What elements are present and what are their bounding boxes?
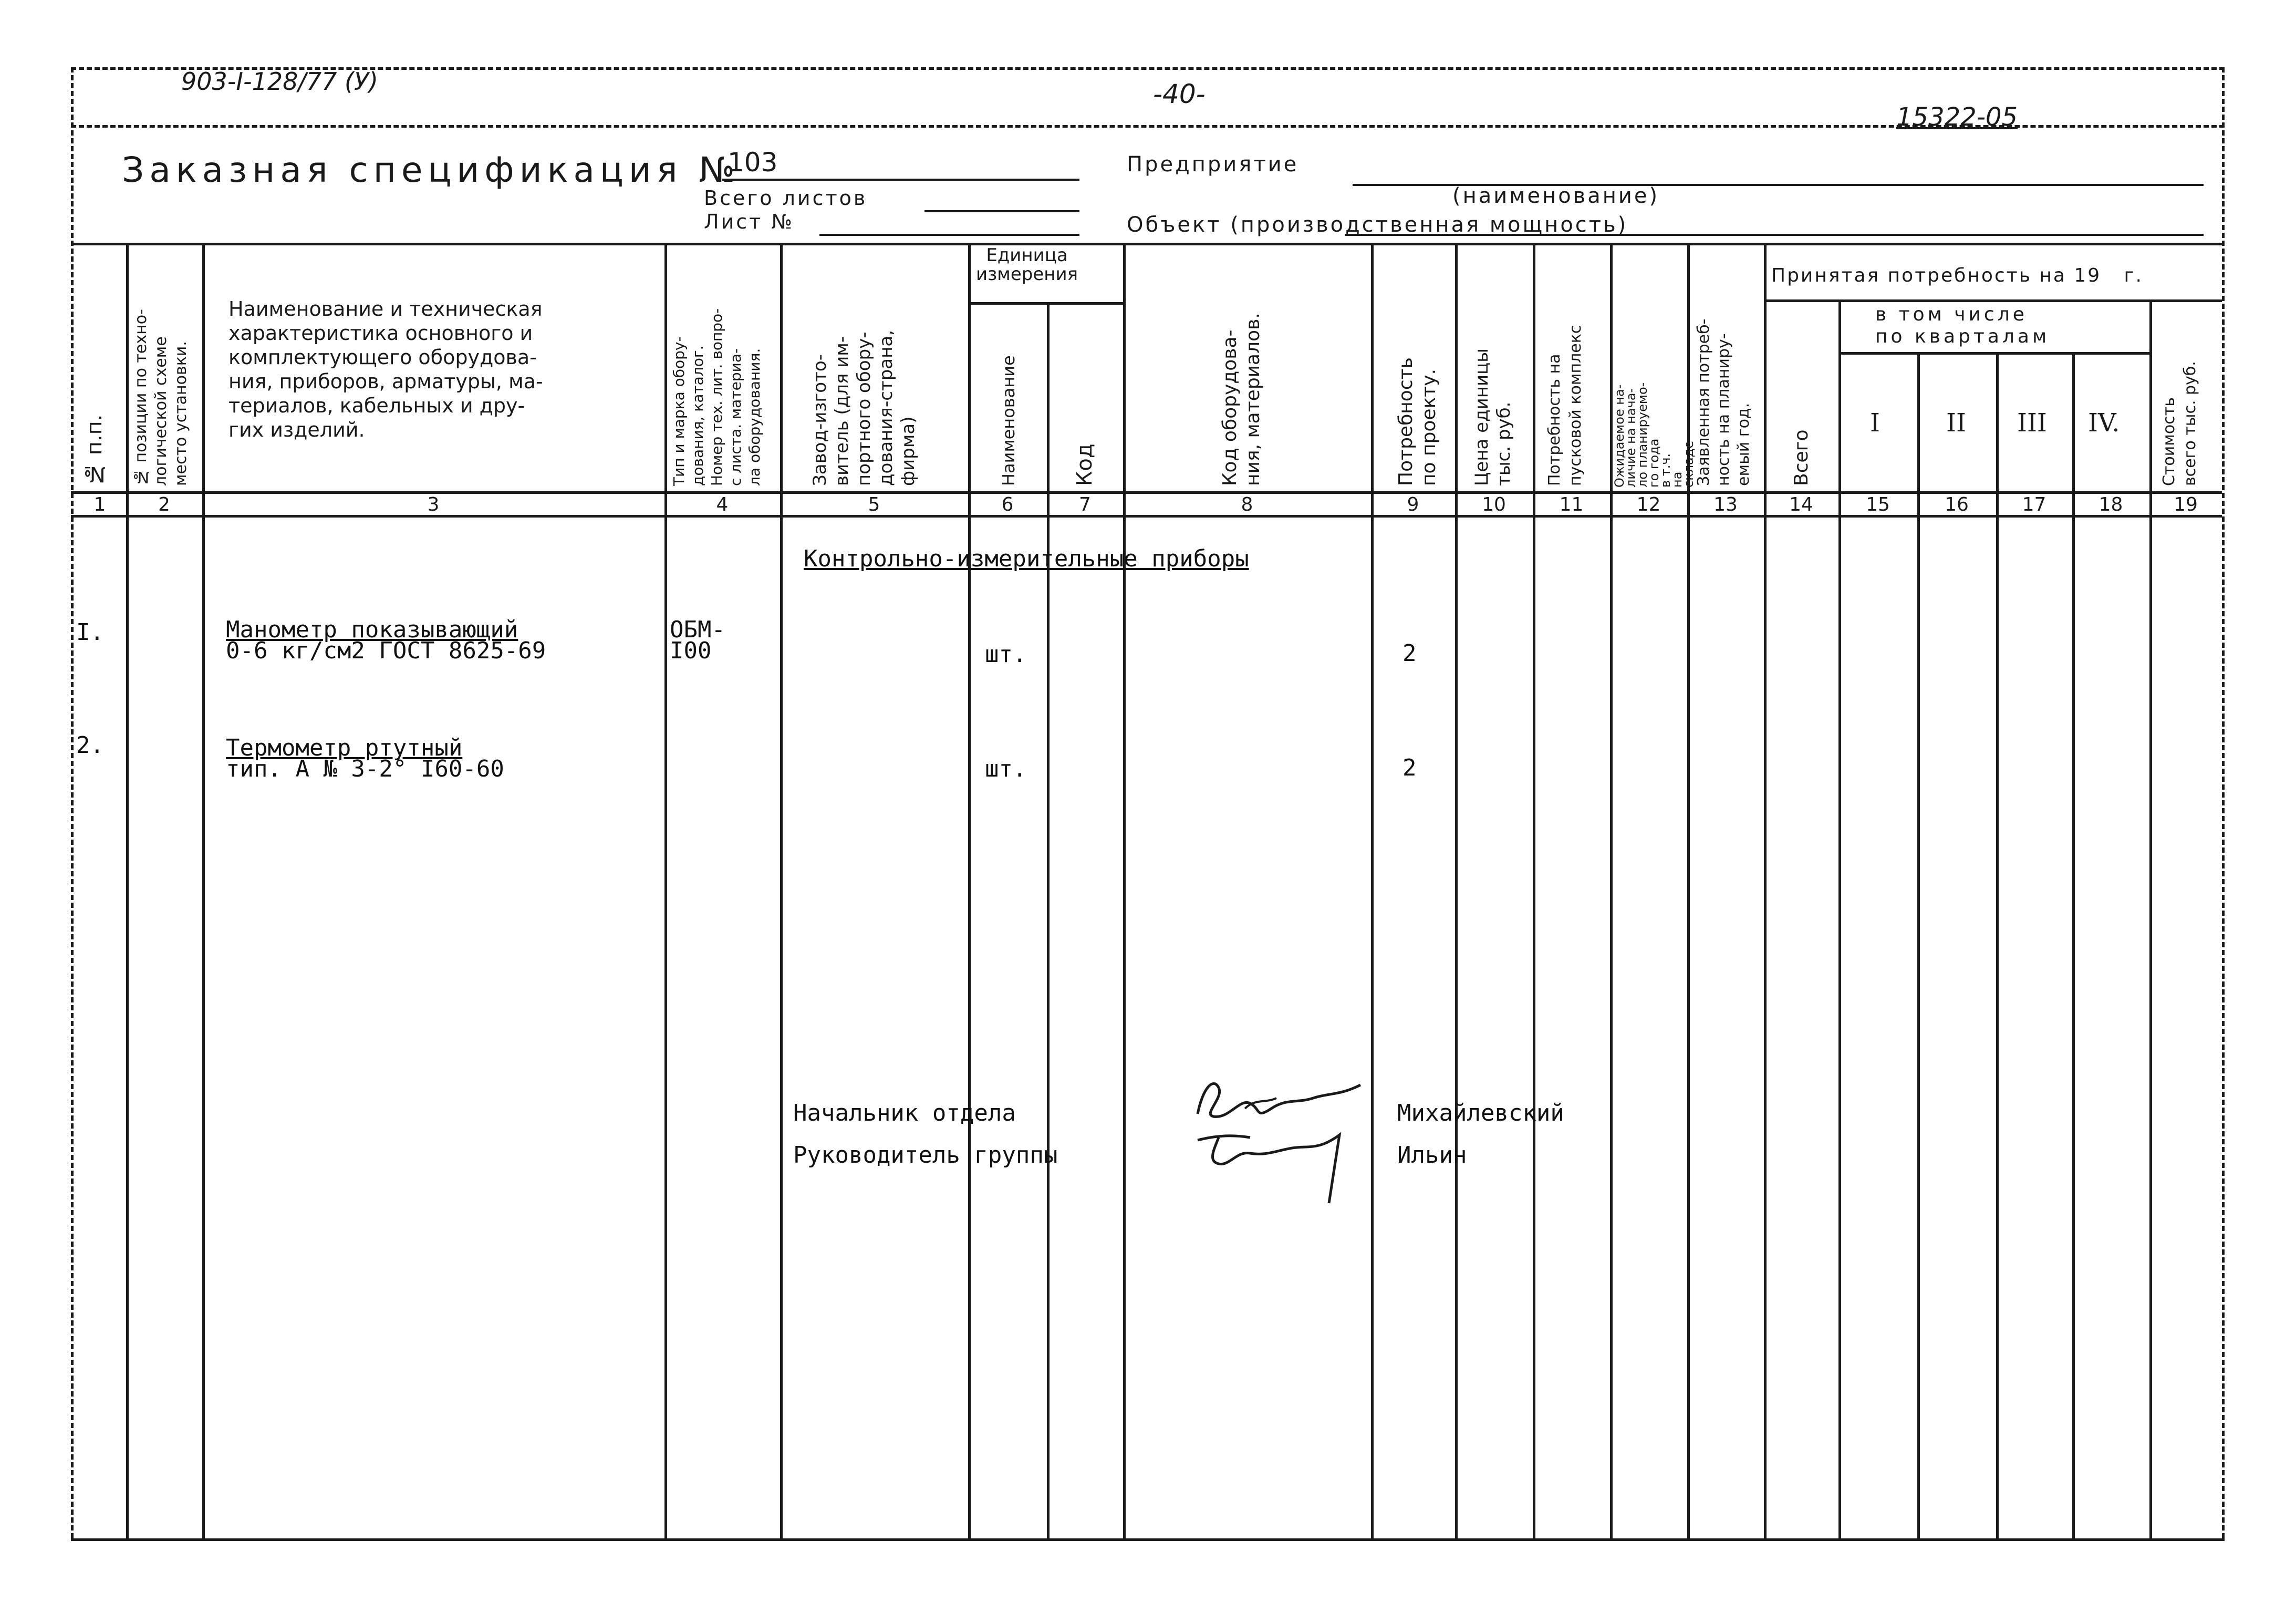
col-line-3 — [664, 243, 667, 1538]
row1-name-line2: 0-6 кг/см2 ГОСТ 8625-69 — [226, 637, 546, 664]
col-line-7 — [1123, 243, 1126, 1538]
object-label: Объект (производственная мощность) — [1127, 213, 1628, 237]
handwritten-signature-2 — [1187, 1119, 1366, 1208]
colnum-11: 11 — [1559, 494, 1584, 515]
colnum-5: 5 — [868, 494, 880, 515]
header-c4: Тип и марка обору- дования, каталог. Номер тех. лит. вопро- с листа. материа- ла оборудования. — [670, 308, 763, 486]
page-number: -40- — [1153, 79, 1206, 109]
header-q2: II — [1946, 408, 1966, 438]
header-c12: Ожидаемое на- личие на нача- ло планируемо- го года в т.ч. на складе — [1612, 382, 1696, 488]
sheet-no-label: Лист № — [704, 210, 794, 233]
signature-role-2: Руководитель группы — [793, 1142, 1058, 1169]
frame-left — [71, 67, 74, 1538]
col-line-17 — [2072, 352, 2075, 1538]
header-c8: Код оборудова- ния, материалов. — [1219, 313, 1264, 486]
header-quarters: в том числе по кварталам — [1875, 304, 2050, 347]
total-sheets-label: Всего листов — [704, 187, 868, 210]
header-c10: Цена единицы тыс. руб. — [1471, 348, 1514, 486]
row1-type-line1: ОБМ- — [670, 616, 725, 643]
colnum-1: 1 — [93, 494, 106, 515]
spec-number: 103 — [728, 147, 778, 178]
col-line-10 — [1533, 243, 1535, 1538]
col-line-6 — [1047, 302, 1050, 1538]
row2-qty: 2 — [1402, 754, 1417, 781]
row1-name-line1: Манометр показывающий — [226, 616, 518, 643]
colnum-9: 9 — [1407, 494, 1419, 515]
header-c7: Код — [1073, 443, 1097, 486]
row2-name-line1: Термометр ртутный — [226, 735, 463, 761]
colnum-8: 8 — [1241, 494, 1253, 515]
colnum-14: 14 — [1789, 494, 1813, 515]
header-c14-group: Принятая потребность на 19 г. — [1771, 265, 2143, 286]
spec-title: Заказная спецификация № — [122, 150, 741, 190]
col-line-13 — [1764, 243, 1767, 1538]
col-line-4 — [780, 243, 783, 1538]
header-c13: Заявленная потреб- ность на планиру- емый год. — [1695, 318, 1753, 486]
colnum-6: 6 — [1001, 494, 1014, 515]
col-line-1 — [126, 243, 129, 1538]
table-bottom — [71, 1538, 2222, 1541]
quarters-divider — [1838, 352, 2149, 355]
document-code: 903-I-128/77 (У) — [181, 67, 378, 96]
col-line-8 — [1371, 243, 1374, 1538]
col-line-5 — [968, 243, 971, 1538]
colnum-19: 19 — [2174, 494, 2198, 515]
section-title: Контрольно-измерительные приборы — [804, 545, 1249, 572]
colnum-7: 7 — [1079, 494, 1091, 515]
header-c2: № позиции по техно- логической схеме место установки. — [132, 309, 190, 486]
colnum-10: 10 — [1482, 494, 1506, 515]
header-c19: Стоимость всего тыс. руб. — [2160, 361, 2199, 486]
colnum-3: 3 — [427, 494, 440, 515]
total-sheets-underline — [924, 210, 1079, 212]
colnum-15: 15 — [1866, 494, 1890, 515]
accepted-group-divider — [1764, 299, 2222, 302]
col-line-14 — [1838, 299, 1841, 1538]
col-line-9 — [1455, 243, 1458, 1538]
enterprise-label: Предприятие — [1127, 152, 1299, 177]
header-q1: I — [1870, 408, 1880, 438]
header-c3: Наименование и техническая характеристика основного и комплектующего оборудова- ния, приборов, арматуры, ма- териалов, кабельных и дру- гих изделий. — [228, 297, 543, 441]
unit-group-divider — [968, 302, 1123, 305]
row1-type-line2: I00 — [670, 637, 712, 664]
row2-name-line2: тип. А № 3-2° I60-60 — [226, 756, 504, 782]
colnum-18: 18 — [2098, 494, 2123, 515]
header-c1: № п.п. — [82, 414, 107, 486]
header-c5: Завод-изгото- витель (для им- портного обору- дования-страна, фирма) — [809, 329, 919, 486]
name-label: (наименование) — [1452, 184, 1660, 208]
row1-number: I. — [76, 619, 104, 646]
col-line-18 — [2149, 299, 2152, 1538]
colnum-4: 4 — [716, 494, 729, 515]
header-c9: Потребность по проекту. — [1395, 357, 1440, 486]
sheet-code: 15322-05 — [1896, 102, 2018, 132]
signature-role-1: Начальник отдела — [793, 1100, 1016, 1126]
row2-unit: шт. — [985, 756, 1027, 782]
col-line-15 — [1917, 352, 1920, 1538]
frame-top — [71, 67, 2225, 70]
colnum-2: 2 — [158, 494, 170, 515]
header-q3: III — [2017, 408, 2047, 438]
colnum-13: 13 — [1713, 494, 1738, 515]
colnum-17: 17 — [2022, 494, 2046, 515]
header-c11: Потребность на пусковой комплекс — [1545, 325, 1585, 486]
colnum-12: 12 — [1636, 494, 1661, 515]
signature-name-2: Ильин — [1397, 1142, 1467, 1169]
header-c6: Наименование — [999, 355, 1019, 486]
row2-number: 2. — [76, 732, 104, 759]
header-c14: Всего — [1791, 429, 1812, 486]
signature-name-1: Михайлевский — [1397, 1100, 1564, 1126]
row1-unit: шт. — [985, 641, 1027, 668]
colnum-16: 16 — [1945, 494, 1969, 515]
spec-number-underline — [722, 179, 1079, 181]
col-line-2 — [202, 243, 205, 1538]
col-line-16 — [1996, 352, 1999, 1538]
header-q4: IV. — [2088, 408, 2120, 438]
object-underline — [1345, 234, 2204, 236]
frame-right — [2222, 67, 2225, 1538]
header-c6-group: Единица измерения — [976, 245, 1078, 285]
table-top — [71, 243, 2222, 245]
row1-qty: 2 — [1402, 640, 1417, 667]
sheet-no-underline — [819, 234, 1079, 236]
